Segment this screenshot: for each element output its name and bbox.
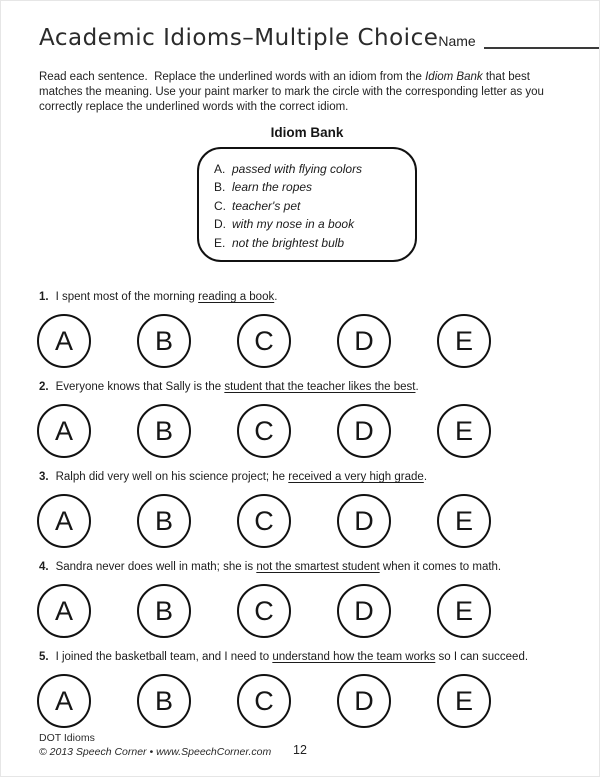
bubble-letter: D	[354, 325, 374, 356]
answer-bubble-c[interactable]	[237, 674, 291, 728]
answer-choices-row	[37, 494, 599, 548]
bubble-letter: C	[254, 685, 274, 716]
worksheet-header	[39, 25, 557, 51]
question-number: 4.	[39, 561, 49, 574]
answer-bubble-d[interactable]	[337, 674, 391, 728]
question-post: .	[423, 471, 428, 484]
answer-bubble-e[interactable]	[437, 314, 491, 368]
answer-choices-row	[37, 674, 599, 728]
idiom-text: passed with flying colors	[232, 161, 363, 176]
question-pre: Everyone knows that Sally is the	[55, 381, 225, 394]
idiom-text: teacher's pet	[232, 198, 301, 213]
question-text	[39, 470, 569, 485]
question-1	[1, 290, 599, 368]
bubble-letter: B	[154, 415, 173, 446]
bubble-letter: D	[354, 595, 374, 626]
answer-bubble-a[interactable]	[37, 584, 91, 638]
answer-bubble-d[interactable]	[337, 314, 391, 368]
question-number: 5.	[39, 651, 49, 664]
idiom-bank-item	[214, 197, 405, 216]
bubble-letter: D	[354, 505, 374, 536]
idiom-letter: B.	[214, 180, 226, 195]
question-post: .	[274, 291, 278, 304]
question-pre: Sandra never does well in math; she is	[55, 561, 257, 574]
question-number: 1.	[39, 291, 49, 304]
instructions-italic-term: Idiom Bank	[425, 71, 483, 83]
answer-bubble-b[interactable]	[137, 584, 191, 638]
answer-bubble-d[interactable]	[337, 584, 391, 638]
answer-bubble-c[interactable]	[237, 494, 291, 548]
instructions-text	[39, 70, 567, 116]
name-label: Name	[438, 33, 476, 49]
question-underlined-phrase: student that the teacher likes the best	[224, 381, 416, 394]
questions-section	[1, 290, 599, 728]
question-underlined-phrase: received a very high grade	[288, 471, 424, 484]
idiom-text: with my nose in a book	[232, 217, 355, 232]
question-text	[39, 380, 569, 395]
answer-bubble-c[interactable]	[237, 314, 291, 368]
question-text	[39, 290, 569, 305]
question-post: so I can succeed.	[435, 651, 529, 664]
answer-bubble-b[interactable]	[137, 404, 191, 458]
bubble-letter: D	[354, 685, 374, 716]
question-5	[1, 650, 599, 728]
answer-bubble-e[interactable]	[437, 584, 491, 638]
question-post: .	[415, 381, 419, 394]
idiom-bank-item	[214, 160, 405, 179]
bubble-letter: B	[154, 505, 173, 536]
question-number: 2.	[39, 381, 49, 394]
idiom-bank-item	[214, 234, 405, 253]
bubble-letter: E	[454, 325, 473, 356]
bubble-letter: C	[254, 415, 274, 446]
question-3	[1, 470, 599, 548]
bubble-letter: E	[454, 685, 473, 716]
answer-bubble-b[interactable]	[137, 494, 191, 548]
answer-choices-row	[37, 404, 599, 458]
name-blank-line[interactable]	[484, 33, 600, 49]
answer-bubble-a[interactable]	[37, 404, 91, 458]
footer-copyright: © 2013 Speech Corner • www.SpeechCorner.com	[39, 746, 272, 758]
bubble-letter: A	[54, 685, 73, 716]
answer-choices-row	[37, 314, 599, 368]
idiom-bank-item	[214, 178, 405, 197]
question-underlined-phrase: understand how the team works	[272, 651, 436, 664]
page-number: 12	[293, 743, 307, 757]
question-underlined-phrase: reading a book	[198, 291, 275, 304]
question-4	[1, 560, 599, 638]
question-2	[1, 380, 599, 458]
answer-bubble-c[interactable]	[237, 584, 291, 638]
bubble-letter: C	[254, 325, 274, 356]
idiom-letter: A.	[214, 161, 226, 176]
answer-bubble-a[interactable]	[37, 314, 91, 368]
question-text	[39, 560, 569, 575]
idiom-letter: C.	[214, 198, 226, 213]
bubble-letter: C	[254, 595, 274, 626]
bubble-letter: A	[54, 415, 73, 446]
name-field-area	[438, 33, 600, 51]
answer-bubble-a[interactable]	[37, 494, 91, 548]
idiom-text: learn the ropes	[232, 180, 313, 195]
bubble-letter: A	[54, 325, 73, 356]
answer-bubble-b[interactable]	[137, 314, 191, 368]
answer-bubble-d[interactable]	[337, 404, 391, 458]
idiom-bank-box	[197, 147, 417, 263]
idiom-bank-heading: Idiom Bank	[270, 124, 344, 140]
bubble-letter: B	[154, 685, 173, 716]
instructions-pre: Read each sentence. Replace the underlined words with an idiom from the	[39, 71, 426, 83]
bubble-letter: E	[454, 595, 473, 626]
answer-bubble-b[interactable]	[137, 674, 191, 728]
question-number: 3.	[39, 471, 49, 484]
instructions-post: that best matches the meaning. Use your paint marker to mark the circle with the corresponding letter as you correctly replace the underlined words with the correct idiom.	[39, 71, 544, 114]
bubble-letter: B	[154, 595, 173, 626]
bubble-letter: A	[54, 595, 73, 626]
question-pre: I joined the basketball team, and I need to	[55, 651, 273, 664]
answer-bubble-a[interactable]	[37, 674, 91, 728]
answer-choices-row	[37, 584, 599, 638]
footer-series-title: DOT Idioms	[39, 732, 95, 744]
idiom-letter: E.	[214, 235, 226, 250]
idiom-bank-item	[214, 215, 405, 234]
bubble-letter: E	[454, 415, 473, 446]
question-text	[39, 650, 569, 665]
idiom-text: not the brightest bulb	[232, 235, 345, 250]
answer-bubble-d[interactable]	[337, 494, 391, 548]
bubble-letter: B	[154, 325, 173, 356]
question-post: when it comes to math.	[379, 561, 502, 574]
bubble-letter: A	[54, 505, 73, 536]
question-pre: Ralph did very well on his science project; he	[55, 471, 289, 484]
answer-bubble-c[interactable]	[237, 404, 291, 458]
answer-bubble-e[interactable]	[437, 404, 491, 458]
page-title: Academic Idioms–Multiple Choice	[39, 25, 439, 51]
bubble-letter: C	[254, 505, 274, 536]
bubble-letter: E	[454, 505, 473, 536]
question-pre: I spent most of the morning	[55, 291, 199, 304]
idiom-letter: D.	[214, 217, 226, 232]
answer-bubble-e[interactable]	[437, 494, 491, 548]
question-underlined-phrase: not the smartest student	[256, 561, 380, 574]
answer-bubble-e[interactable]	[437, 674, 491, 728]
bubble-letter: D	[354, 415, 374, 446]
